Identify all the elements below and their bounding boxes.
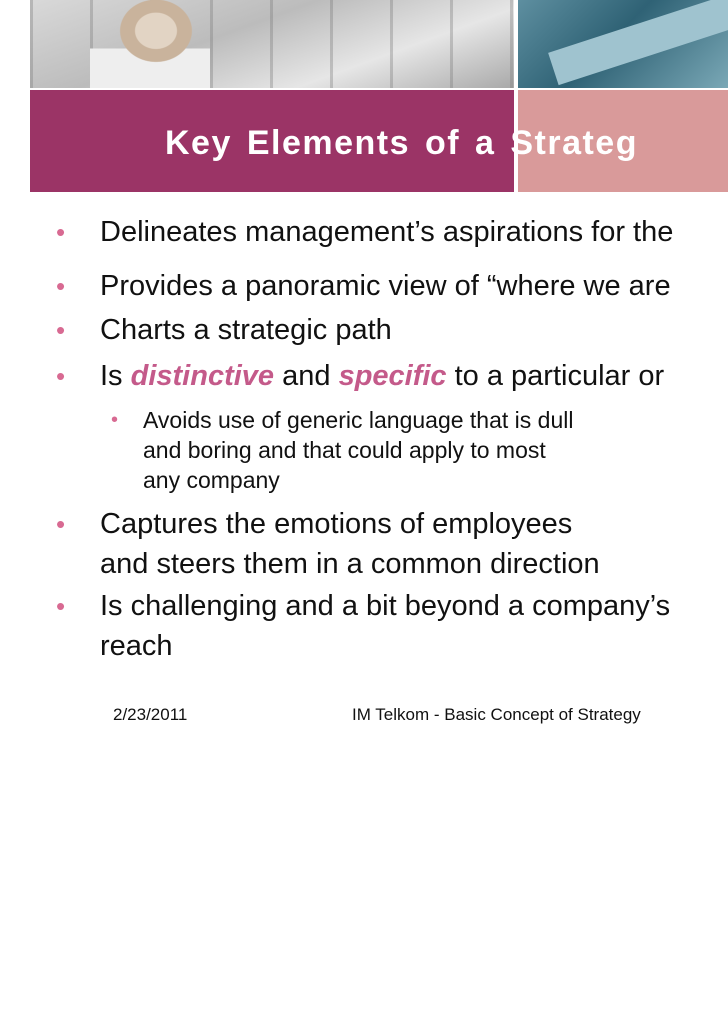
bullet-line: Captures the emotions of employees [100,508,573,540]
bullet-text: Delineates management’s aspirations for the [100,216,674,248]
sub-bullet-line: Avoids use of generic language that is dull [143,407,574,433]
bullet-text-prefix: Is [100,360,131,392]
header-photo-right [518,0,728,88]
sub-bullet-line: any company [143,467,280,493]
person-photo [90,0,210,88]
bullet-text: Provides a panoramic view of “where we are [100,270,671,302]
sub-bullet-dot-icon: • [111,409,119,431]
photo-beam [548,0,728,85]
bullet-item [56,356,665,396]
bullet-dot-icon: • [56,509,66,539]
emphasis-distinctive: distinctive [130,360,275,392]
sub-bullet-line: and boring and that could apply to most [143,437,546,463]
bullet-line: Is challenging and a bit beyond a company’s [100,590,671,622]
bullet-text-mid: and [274,360,339,392]
emphasis-specific: specific [338,360,447,392]
bullet-dot-icon: • [56,315,66,345]
bullet-item [56,310,392,350]
sub-bullet-item [111,405,574,495]
bullet-line: reach [100,630,173,662]
bullet-dot-icon: • [56,217,66,247]
bullet-text-suffix: to a particular or [446,360,665,392]
bullet-dot-icon: • [56,271,66,301]
header-photo-left [30,0,514,88]
bullet-line: and steers them in a common direction [100,548,600,580]
footer-title: IM Telkom - Basic Concept of Strategy [352,705,641,724]
slide-title: Key Elements of a Strateg [165,124,638,162]
bullet-item [56,212,674,252]
bullet-item [56,504,600,584]
bullet-item [56,586,671,666]
bullet-text: Charts a strategic path [100,314,392,346]
bullet-dot-icon: • [56,361,66,391]
bullet-dot-icon: • [56,591,66,621]
bullet-item [56,266,671,306]
footer-date: 2/23/2011 [113,705,188,724]
